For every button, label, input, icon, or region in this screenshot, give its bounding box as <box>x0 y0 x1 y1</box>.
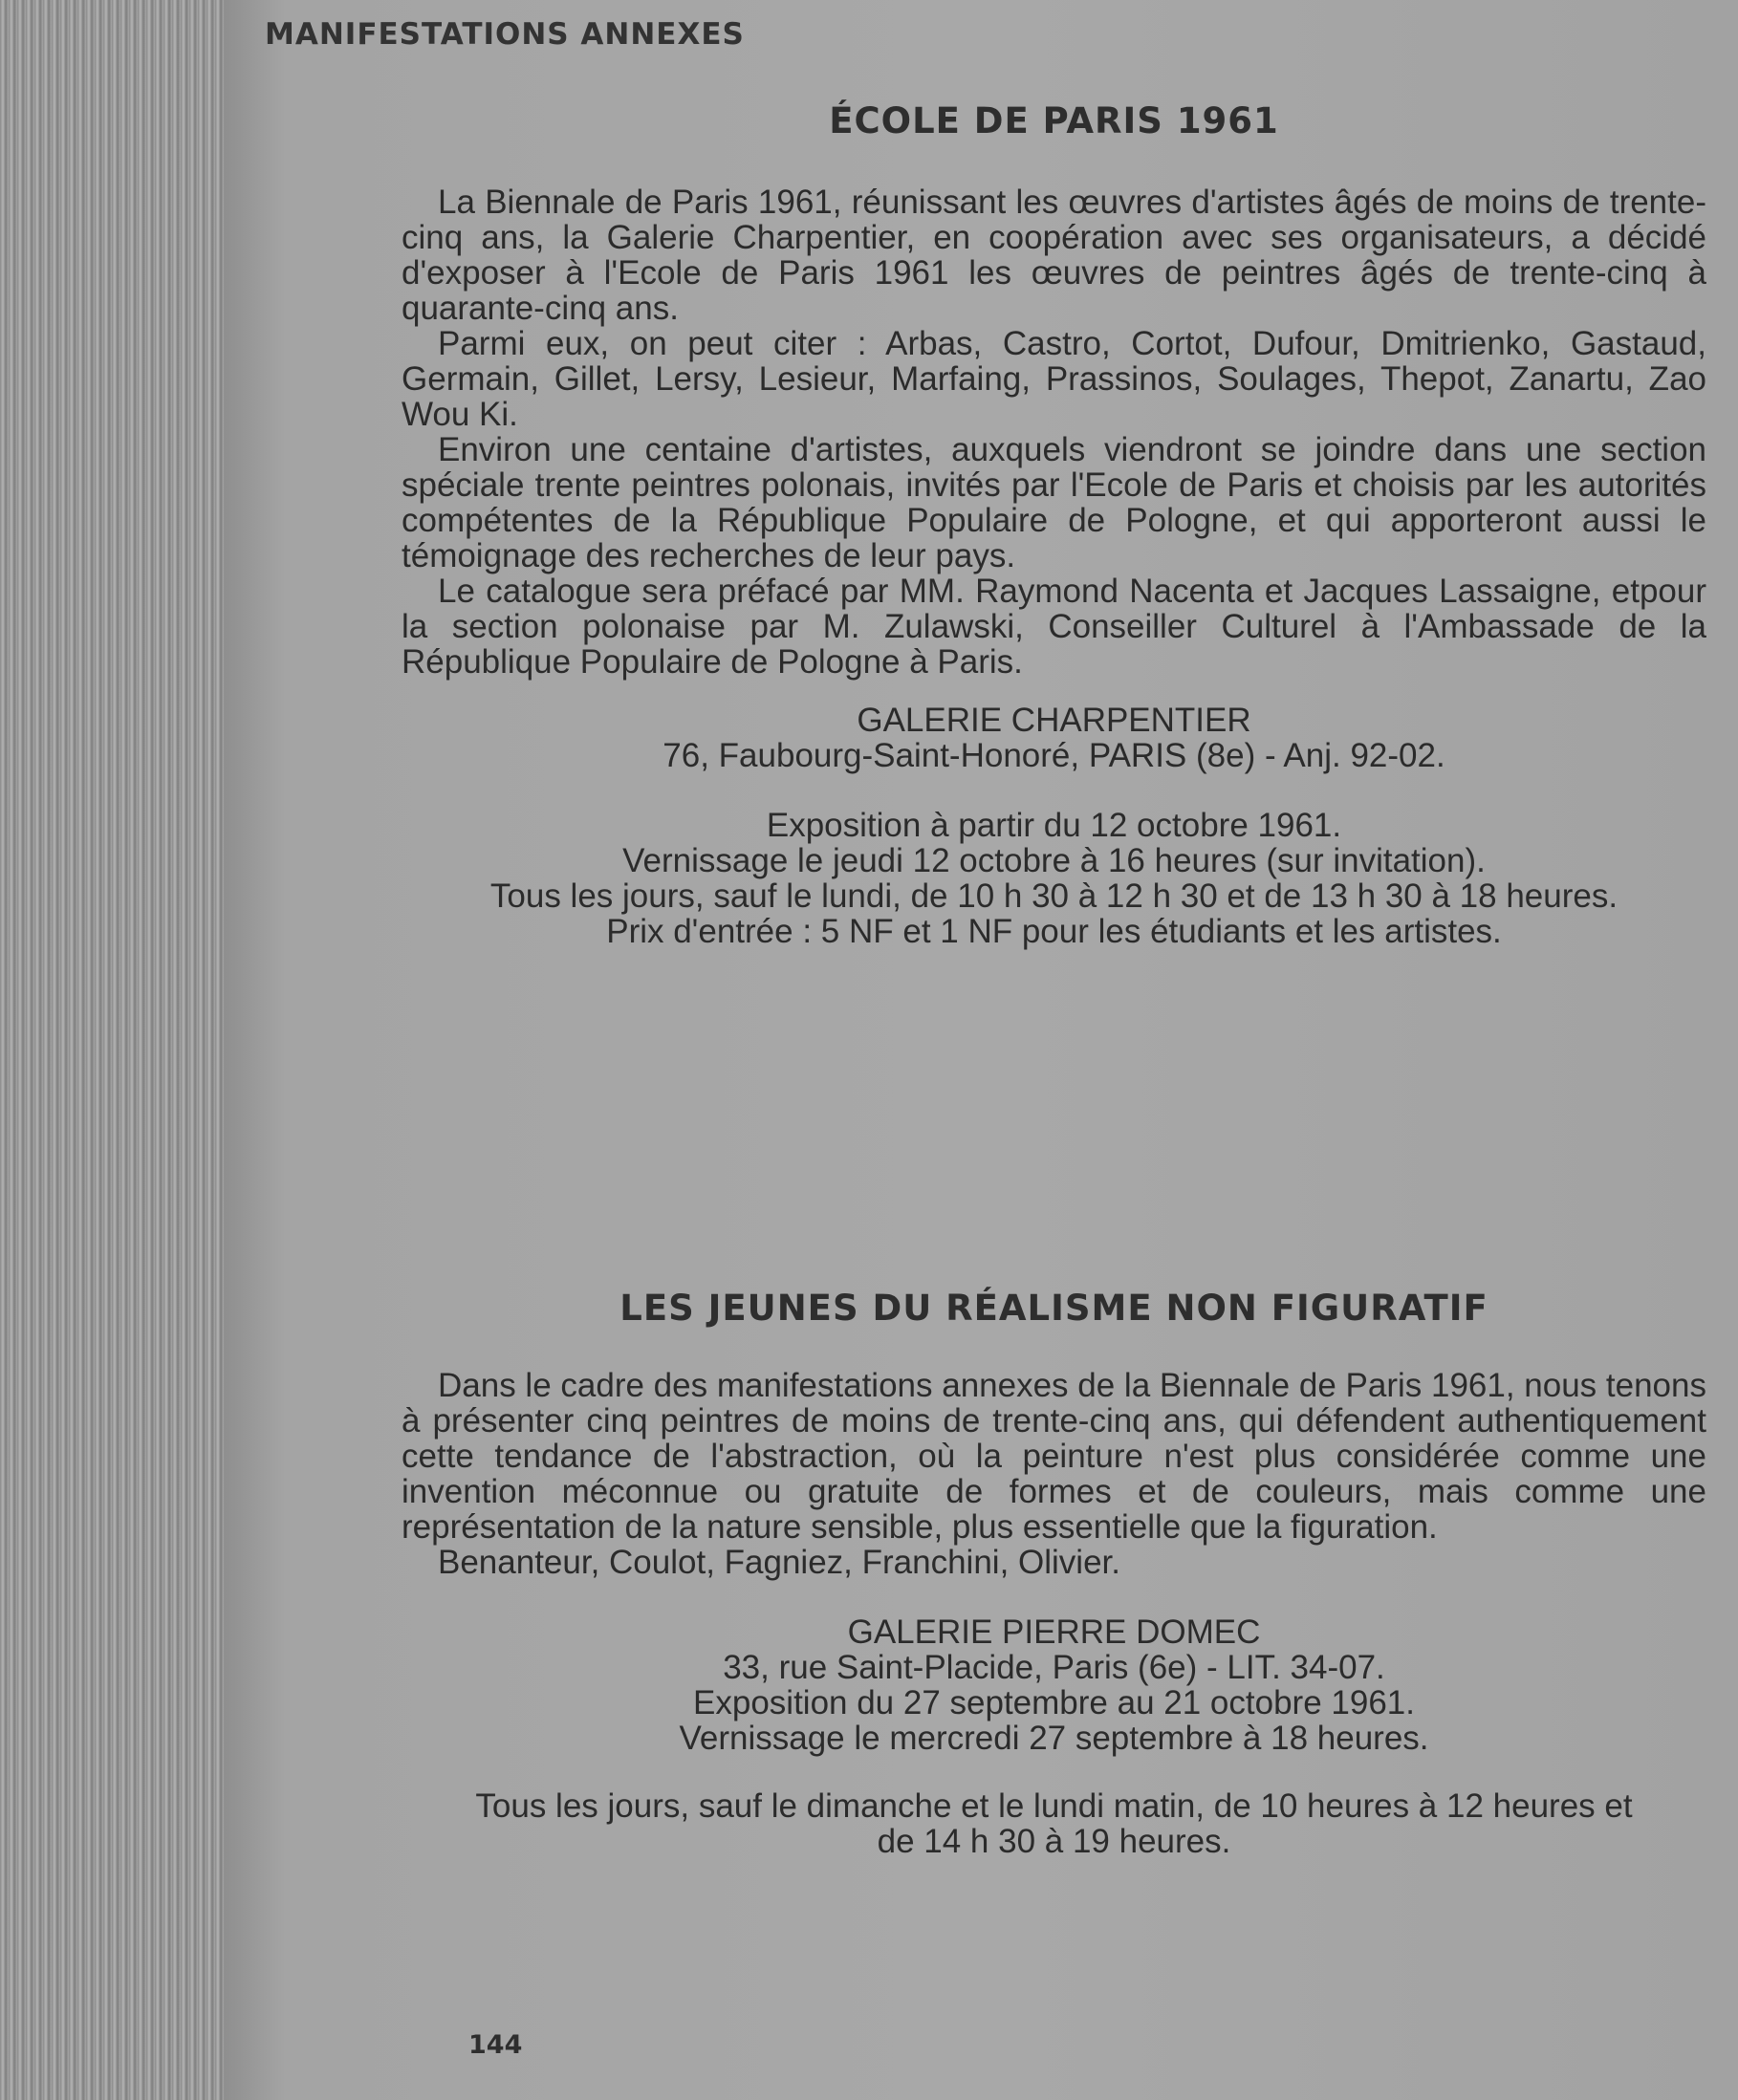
section-jeunes-realisme <box>402 1290 1706 1859</box>
exhibition-info <box>402 808 1706 949</box>
venue-name: GALERIE PIERRE DOMEC <box>847 1613 1261 1651</box>
info-line: Vernissage le jeudi 12 octobre à 16 heures (sur invitation). <box>622 842 1486 879</box>
artist-list: Benanteur, Coulot, Fagniez, Franchini, Olivier. <box>438 1544 1120 1581</box>
section-title: ÉCOLE DE PARIS 1961 <box>829 100 1279 141</box>
book-page <box>225 0 1738 2100</box>
info-line: 33, rue Saint-Placide, Paris (6e) - LIT. 34-07. <box>723 1649 1385 1686</box>
venue-name: GALERIE CHARPENTIER <box>857 702 1251 739</box>
hours-line: de 14 h 30 à 19 heures. <box>877 1823 1231 1860</box>
section-ecole-de-paris <box>402 100 1706 950</box>
info-line: Prix d'entrée : 5 NF et 1 NF pour les étudiants et les artistes. <box>606 913 1502 950</box>
paragraph: Environ une centaine d'artistes, auxquels viendront se joindre dans une section spéciale trente peintres polonais, invités par l'Ecole de Paris et choisis par les autorités compétentes de la République Populaire de Pologne, et qui apporteront aussi le témoignage des recherches de leur pays. <box>402 431 1706 574</box>
hours-line: Tous les jours, sauf le dimanche et le lundi matin, de 10 heures à 12 heures et <box>475 1787 1633 1825</box>
venue-address: 76, Faubourg-Saint-Honoré, PARIS (8e) - Anj. 92-02. <box>663 737 1445 774</box>
paragraph: Dans le cadre des manifestations annexes de la Biennale de Paris 1961, nous tenons à présenter cinq peintres de moins de trente-cinq ans, qui défendent authentiquement cette tendance de l'abstraction, où la peinture n'est plus considérée comme une invention méconnue ou gratuite de formes et de couleurs, mais comme une représentation de la nature sensible, plus essentielle que la figuration. <box>402 1367 1706 1546</box>
info-line: Tous les jours, sauf le lundi, de 10 h 30 à 12 h 30 et de 13 h 30 à 18 heures. <box>489 877 1619 915</box>
paragraph: Parmi eux, on peut citer : Arbas, Castro, Cortot, Dufour, Dmitrienko, Gastaud, Germain, Gillet, Lersy, Lesieur, Marfaing, Prassinos, Soulages, Thepot, Zanartu, Zao Wou Ki. <box>402 325 1706 433</box>
page-number: 144 <box>468 2030 523 2060</box>
section-title: LES JEUNES DU RÉALISME NON FIGURATIF <box>619 1288 1488 1329</box>
opening-hours <box>402 1788 1706 1859</box>
info-line: Exposition du 27 septembre au 21 octobre 1961. <box>693 1684 1415 1721</box>
exhibition-info <box>402 1650 1706 1756</box>
info-line: Vernissage le mercredi 27 septembre à 18 heures. <box>679 1720 1429 1757</box>
paragraph: La Biennale de Paris 1961, réunissant les œuvres d'artistes âgés de moins de trente-cinq ans, la Galerie Charpentier, en coopération avec ses organisateurs, a décidé d'exposer à l'Ecole de Paris 1961 les œuvres de peintres âgés de trente-cinq à quarante-cinq ans. <box>402 184 1706 327</box>
book-page-edge <box>0 0 227 2100</box>
running-head: MANIFESTATIONS ANNEXES <box>265 17 745 52</box>
paragraph: Le catalogue sera préfacé par MM. Raymond Nacenta et Jacques Lassaigne, etpour la section polonaise par M. Zulawski, Conseiller Culturel à l'Ambassade de la République Populaire de Pologne à Paris. <box>402 573 1706 681</box>
info-line: Exposition à partir du 12 octobre 1961. <box>766 807 1342 844</box>
